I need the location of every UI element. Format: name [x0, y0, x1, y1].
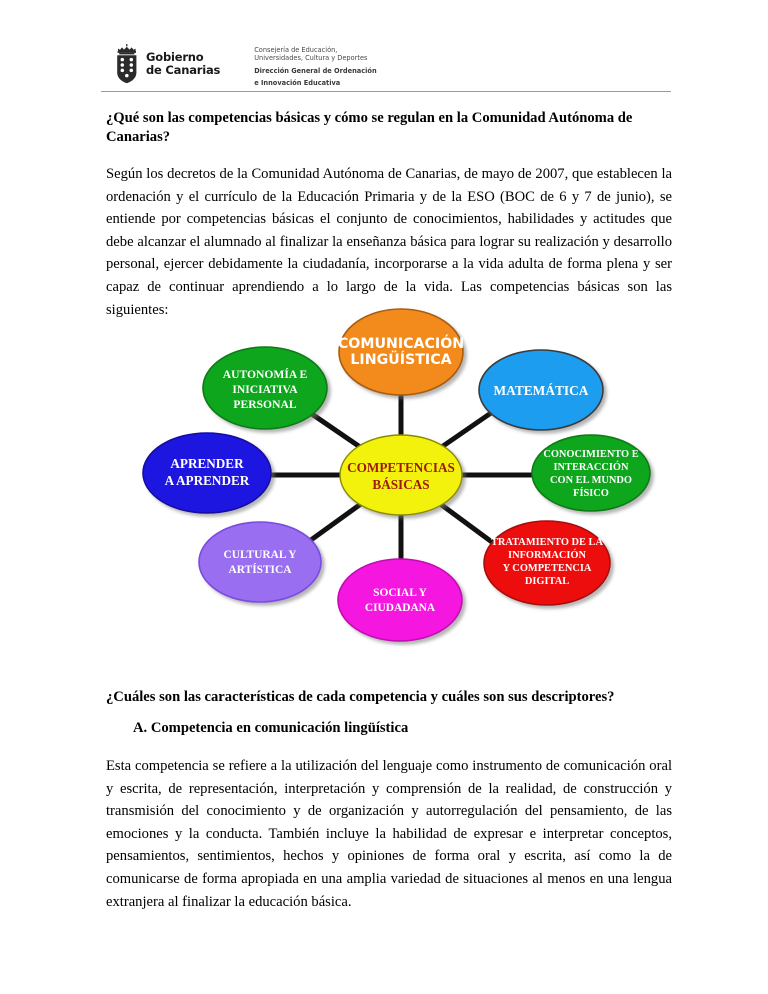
node-label-tratamiento-line-1: TRATAMIENTO DE LA — [490, 537, 604, 548]
node-label-conocimiento-line-1: CONOCIMIENTO E — [543, 449, 639, 460]
subsection-a-paragraph: Esta competencia se refiere a la utilización del lenguaje como instrumento de comunicación oral y escrita, de representación, interpretación y comprensión de la realidad, de construcción y transmisión del conocimiento y de organización y autorregulación del pensamiento, de las emociones y la conducta. También incluye la habilidad de expresar e interpretar conceptos, pensamientos, sentimientos, hechos y opiniones de forma oral y escrita, así como la de comunicarse de forma apropiada en una amplia variedad de situaciones al menos en una lengua extranjera al finalizar la educación básica. — [106, 758, 672, 910]
node-matematica — [479, 350, 603, 430]
node-label-tratamiento-line-2: INFORMACIÓN — [508, 550, 586, 561]
node-competencias-basicas-center — [340, 435, 462, 515]
canary-islands-coat-of-arms-icon — [113, 44, 141, 84]
node-label-conocimiento-line-2: INTERACCIÓN — [553, 462, 629, 473]
node-label-social-line-1: SOCIAL Y — [373, 587, 427, 599]
gov-wordmark-line-2: de Canarias — [146, 62, 221, 77]
node-label-autonomia-line-3: PERSONAL — [233, 398, 297, 411]
node-label-aprender-line-2: A APRENDER — [164, 473, 250, 488]
node-label-comunicacion-line-1: COMUNICACIÓN — [337, 336, 465, 352]
department-line-2: Universidades, Cultura y Deportes — [254, 54, 368, 63]
node-conocimiento-interaccion-mundo-fisico — [532, 435, 650, 511]
node-label-conocimiento-line-4: FÍSICO — [573, 488, 609, 499]
department-line-1: Consejería de Educación, — [254, 46, 338, 54]
node-label-conocimiento-line-3: CON EL MUNDO — [550, 475, 632, 486]
node-autonomia-e-iniciativa-personal — [203, 347, 327, 429]
competencias-basicas-diagram — [128, 300, 673, 655]
subsection-a-heading: A. Competencia en comunicación lingüística — [133, 720, 409, 736]
letterhead — [113, 44, 673, 90]
node-aprender-a-aprender — [143, 433, 271, 513]
node-label-cultural-line-2: ARTÍSTICA — [228, 564, 292, 576]
node-label-autonomia-line-2: INICIATIVA — [232, 383, 298, 396]
header-divider — [101, 91, 671, 92]
center-label-line-1: COMPETENCIAS — [347, 460, 455, 475]
node-label-tratamiento-line-3: Y COMPETENCIA — [502, 563, 592, 574]
node-social-y-ciudadana — [338, 559, 462, 641]
intro-paragraph: Según los decretos de la Comunidad Autónoma de Canarias, de mayo de 2007, que establecen la ordenación y el currículo de la Educación Primaria y de la ESO (BOC de 6 y 7 de junio), se entiende por competencias básicas el conjunto de conocimientos, habilidades y actitudes que debe alcanzar el alumnado al finalizar la enseñanza básica para lograr su realización y desarrollo personal, ejercer debidamente la ciudadanía, incorporarse a la vida adulta de forma plena y ser capaz de continuar aprendiendo a lo largo de la vida. Las competencias básicas son las siguientes: — [106, 166, 672, 318]
department-block — [254, 46, 376, 87]
page-title: ¿Qué son las competencias básicas y cómo se regulan en la Comunidad Autónoma de Canarias? — [106, 110, 633, 145]
gov-wordmark-line-1: Gobierno — [146, 50, 204, 64]
node-label-matematica: MATEMÁTICA — [493, 383, 589, 398]
node-label-tratamiento-line-4: DIGITAL — [524, 576, 570, 587]
department-line-4: e Innovación Educativa — [254, 78, 341, 87]
node-cultural-y-artistica — [199, 522, 321, 602]
department-line-3: Dirección General de Ordenación — [254, 66, 377, 75]
node-label-cultural-line-1: CULTURAL Y — [223, 549, 297, 561]
section-question-heading: ¿Cuáles son las características de cada competencia y cuáles son sus descriptores? — [106, 689, 615, 705]
node-tratamiento-informacion-competencia-digital — [484, 521, 610, 605]
node-label-comunicacion-line-2: LINGÜÍSTICA — [350, 352, 452, 368]
node-label-social-line-2: CIUDADANA — [364, 602, 436, 614]
node-label-aprender-line-1: APRENDER — [170, 456, 244, 471]
center-label-line-2: BÁSICAS — [372, 477, 430, 492]
government-wordmark — [146, 51, 220, 76]
node-comunicacion-linguistica — [338, 309, 464, 395]
node-label-autonomia-line-1: AUTONOMÍA E — [222, 368, 308, 381]
